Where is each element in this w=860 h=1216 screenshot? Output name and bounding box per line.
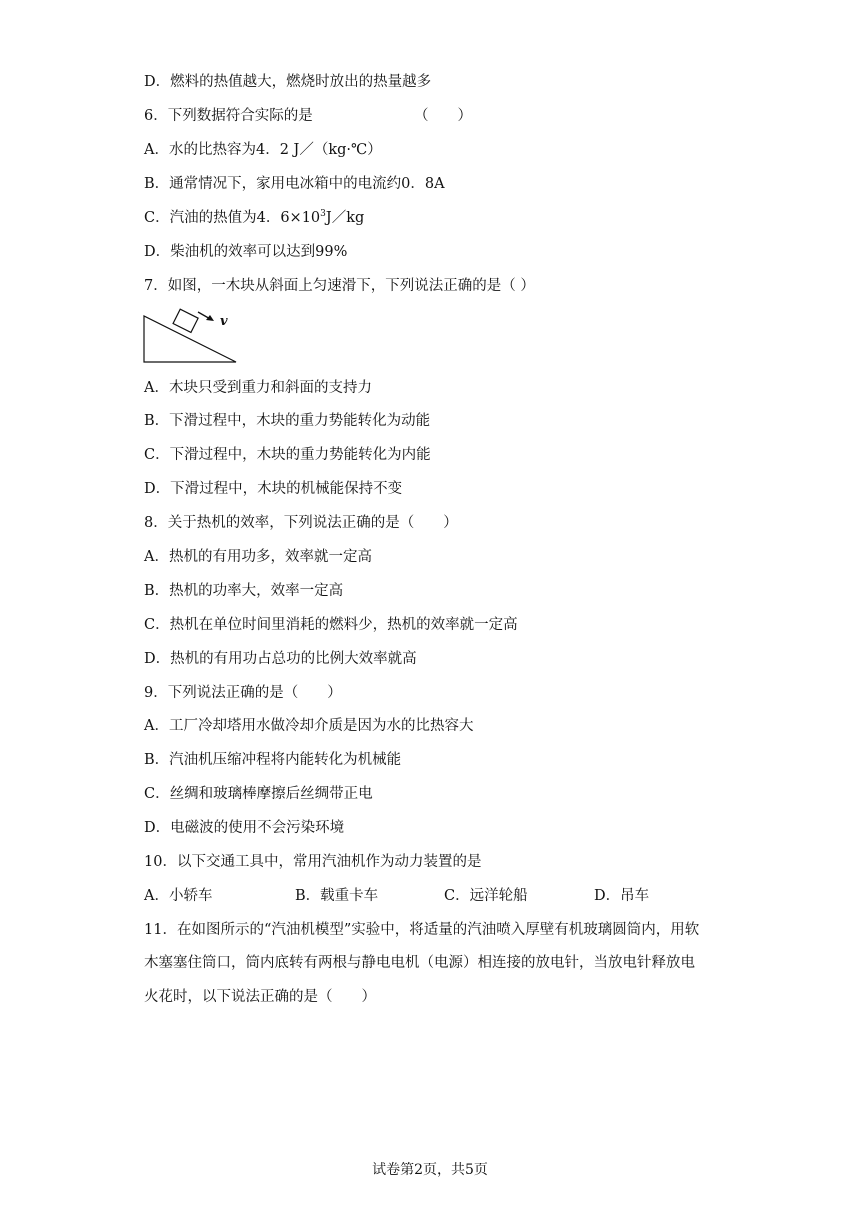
q6-option-c-text: C．汽油的热值为4．6×10 xyxy=(144,210,321,226)
q10-option-a: A．小轿车 xyxy=(144,888,213,904)
q10-stem: 10．以下交通工具中，常用汽油机作为动力装置的是 xyxy=(144,854,482,870)
q6-stem: 6．下列数据符合实际的是 xyxy=(144,108,313,124)
wood-block xyxy=(173,309,198,332)
page-footer: 试卷第2页，共5页 xyxy=(372,1162,488,1178)
q9-option-b: B．汽油机压缩冲程将内能转化为机械能 xyxy=(144,752,402,768)
q9-option-d: D．电磁波的使用不会污染环境 xyxy=(144,820,345,836)
q11-stem-line-1: 11．在如图所示的“汽油机模型”实验中，将适量的汽油喷入厚壁有机玻璃圆筒内，用软 xyxy=(144,922,700,938)
q6-option-a: A．水的比热容为4．2 J／（kg·℃） xyxy=(144,142,382,158)
q9-option-c: C．丝绸和玻璃棒摩擦后丝绸带正电 xyxy=(144,786,373,802)
q7-stem: 7．如图，一木块从斜面上匀速滑下，下列说法正确的是（ ） xyxy=(144,278,535,294)
q10-option-b: B．载重卡车 xyxy=(295,888,379,904)
q7-option-d: D．下滑过程中，木块的机械能保持不变 xyxy=(144,481,403,497)
q8-stem: 8．关于热机的效率，下列说法正确的是（ ） xyxy=(144,515,458,531)
q8-option-b: B．热机的功率大，效率一定高 xyxy=(144,583,344,599)
q5-option-d: D．燃料的热值越大，燃烧时放出的热量越多 xyxy=(144,74,432,90)
q7-option-b: B．下滑过程中，木块的重力势能转化为动能 xyxy=(144,413,431,429)
q11-stem-line-2: 木塞塞住筒口，筒内底转有两根与静电电机（电源）相连接的放电针，当放电针释放电 xyxy=(144,955,695,971)
q6-option-c-unit: J／kg xyxy=(325,210,365,226)
q7-option-c: C．下滑过程中，木块的重力势能转化为内能 xyxy=(144,447,431,463)
q8-option-d: D．热机的有用功占总功的比例大效率就高 xyxy=(144,651,417,667)
q9-stem: 9．下列说法正确的是（ ） xyxy=(144,685,342,701)
q6-option-b: B．通常情况下，家用电冰箱中的电流约0．8A xyxy=(144,176,445,192)
q6-option-c xyxy=(144,208,364,228)
q11-stem-line-3: 火花时，以下说法正确的是（ ） xyxy=(144,989,376,1005)
q6-option-d: D．柴油机的效率可以达到99% xyxy=(144,244,348,260)
incline-figure xyxy=(142,306,242,366)
q10-option-d: D．吊车 xyxy=(594,888,650,904)
q10-option-c: C．远洋轮船 xyxy=(444,888,528,904)
q6-option-c-exponent: 3 xyxy=(320,209,326,220)
q9-option-a: A．工厂冷却塔用水做冷却介质是因为水的比热容大 xyxy=(144,718,474,734)
q6-answer-blank: （ ） xyxy=(414,108,472,124)
q8-option-c: C．热机在单位时间里消耗的燃料少，热机的效率就一定高 xyxy=(144,617,518,633)
q8-option-a: A．热机的有用功多，效率就一定高 xyxy=(144,549,372,565)
q7-option-a: A．木块只受到重力和斜面的支持力 xyxy=(144,380,372,396)
velocity-label: v xyxy=(220,314,228,329)
